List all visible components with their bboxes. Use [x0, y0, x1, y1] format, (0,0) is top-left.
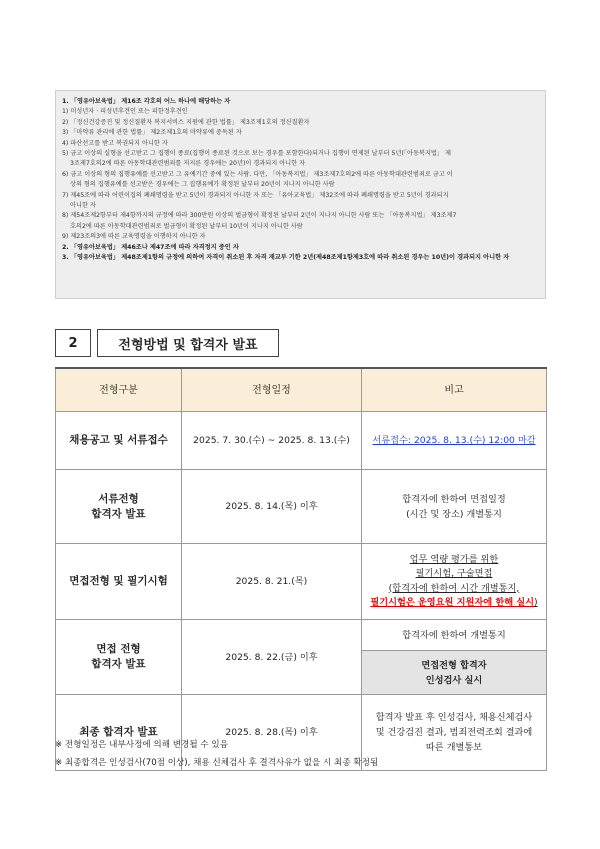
- stage-line: 합격자 발표: [91, 507, 146, 520]
- criterion-1-8-cont: 호의2에 따른 아동학대관련범죄로 벌금형이 확정된 날부터 10년이 지나지 아니한 사람: [70, 222, 303, 230]
- criterion-1-3: 3) 「마약류 관리에 관한 법률」 제2조제1호의 마약류에 중독된 자: [62, 129, 242, 137]
- stage-cell: [56, 470, 182, 544]
- header-remarks: 비고: [362, 368, 547, 412]
- stage-line: 면접 전형: [96, 643, 141, 655]
- criterion-1-6: 6) 금고 이상의 형의 집행유예를 선고받고 그 유예기간 중에 있는 사람. 다만, 「아동복지법」 제3조제7호의2에 따른 아동학대관련범죄로 금고 이: [62, 170, 453, 178]
- note-line: 면접전형 합격자: [421, 659, 487, 671]
- criterion-1-7: 7) 제45조에 따라 어린이집의 폐쇄명령을 받고 5년이 경과되지 아니한 자 또는 「유아교육법」 제32조에 따라 폐쇄명령을 받고 5년이 경과되지: [62, 191, 449, 199]
- note-line: (시간 및 장소) 개별통지: [406, 508, 502, 520]
- table-row: [56, 544, 547, 620]
- note-cell: [362, 544, 547, 620]
- table-row: [56, 412, 547, 470]
- note-line: (합격자에 한하여 시간 개별통지,: [388, 582, 520, 594]
- footnote: ※ 전형일정은 내부사정에 의해 변경될 수 있음: [55, 740, 229, 750]
- note-line: 인성검사 실시: [425, 674, 483, 686]
- header-stage: 전형구분: [56, 368, 182, 412]
- note-cell: [362, 470, 547, 544]
- criterion-1-1: 1) 미성년자 · 피성년후견인 또는 피한정후견인: [62, 108, 188, 116]
- criterion-1: 1. 「영유아보육법」 제16조 각호의 어느 하나에 해당하는 자: [62, 98, 231, 105]
- stage-line: 서류전형: [98, 492, 139, 505]
- criterion-1-7-cont: 아니한 자: [70, 202, 96, 210]
- criterion-1-2: 2) 「정신건강증진 및 정신질환자 복지서비스 지원에 관한 법률」 제3조제1호의 정신질환자: [62, 118, 310, 126]
- criterion-1-6-cont: 상의 형의 집행유예를 선고받은 경우에는 그 집행유예가 확정된 날부터 20년이 지나지 아니한 사람: [70, 181, 335, 189]
- criterion-1-8: 8) 제54조제2항부터 제4항까지의 규정에 따라 300만원 이상의 벌금형이 확정된 날부터 2년이 지나지 아니한 사람 또는 「아동복지법」 제3조제7: [62, 212, 457, 220]
- date-cell: 2025. 8. 21.(목): [182, 544, 362, 620]
- criterion-1-4: 4) 파산선고를 받고 복권되지 아니한 자: [62, 139, 168, 147]
- deadline-link[interactable]: 서류접수: 2025. 8. 13.(수) 12:00 마감: [372, 435, 536, 446]
- note-cell-highlight: [362, 651, 547, 695]
- section-title: 전형방법 및 합격자 발표: [97, 329, 279, 357]
- stage-cell: 면접전형 및 필기시험: [56, 544, 182, 620]
- note-line: 업무 역량 평가를 위한: [409, 553, 499, 565]
- header-schedule: 전형일정: [182, 368, 362, 412]
- stage-cell: 최종 합격자 발표: [56, 695, 182, 771]
- note-line: 합격자 발표 후 인성검사, 채용신체검사: [375, 712, 533, 723]
- note-cell: [362, 695, 547, 771]
- date-cell: 2025. 8. 28.(목) 이후: [182, 695, 362, 771]
- stage-line: 합격자 발표: [91, 658, 146, 670]
- note-line: 필기시험, 구술면접: [415, 568, 493, 579]
- criterion-3: 3. 「영유아보육법」 제48조제1항의 규정에 의하여 자격이 취소된 후 자격 재교부 기한 2년(제48조제1항제3호에 따라 취소된 경우는 10년)이 경과되지 아니한 자: [62, 254, 510, 262]
- footnotes: [55, 736, 378, 772]
- schedule-table: [55, 367, 547, 771]
- criterion-2: 2. 「영유아보육법」 제46조나 제47조에 따라 자격정지 중인 자: [62, 243, 239, 251]
- criterion-1-9: 9) 제23조의3에 따른 교육명령을 이행하지 아니한 자: [62, 233, 206, 241]
- stage-cell: [56, 620, 182, 695]
- section-header: [55, 329, 279, 357]
- note-line: 합격자에 한하여 면접일정: [402, 493, 506, 505]
- note-close-paren: ): [534, 597, 538, 608]
- table-row: [56, 470, 547, 544]
- section-number: 2: [55, 329, 91, 357]
- note-line: [366, 596, 542, 611]
- note-line: 따른 개별통보: [425, 742, 483, 753]
- note-cell: [362, 412, 547, 470]
- date-cell: 2025. 7. 30.(수) ~ 2025. 8. 13.(수): [182, 412, 362, 470]
- criterion-1-5-cont: 3조제7호의2에 따른 아동학대관련범죄를 저지른 경우에는 20년)이 경과되지 아니한 자: [70, 160, 306, 168]
- date-cell: 2025. 8. 14.(목) 이후: [182, 470, 362, 544]
- table-row: [56, 620, 547, 651]
- stage-cell: 채용공고 및 서류접수: [56, 412, 182, 470]
- note-line: 및 건강검진 결과, 범죄전력조회 결과에: [375, 727, 533, 738]
- eligibility-box: [55, 90, 546, 299]
- date-cell: 2025. 8. 22.(금) 이후: [182, 620, 362, 695]
- note-cell: 합격자에 한하여 개별통지: [362, 620, 547, 651]
- criterion-1-5: 5) 금고 이상의 실형을 선고받고 그 집행이 종료(집행이 종료된 것으로 보는 경우를 포함한다)되거나 집행이 면제된 날부터 5년(「아동복지법」 제: [62, 150, 451, 158]
- written-test-note: 필기시험은 운영요원 지원자에 한해 실시: [370, 597, 535, 608]
- footnote: ※ 최종합격은 인성검사(70점 이상), 채용 신체검사 후 결격사유가 없을 시 최종 확정됨: [55, 758, 379, 768]
- table-header-row: [56, 368, 547, 412]
